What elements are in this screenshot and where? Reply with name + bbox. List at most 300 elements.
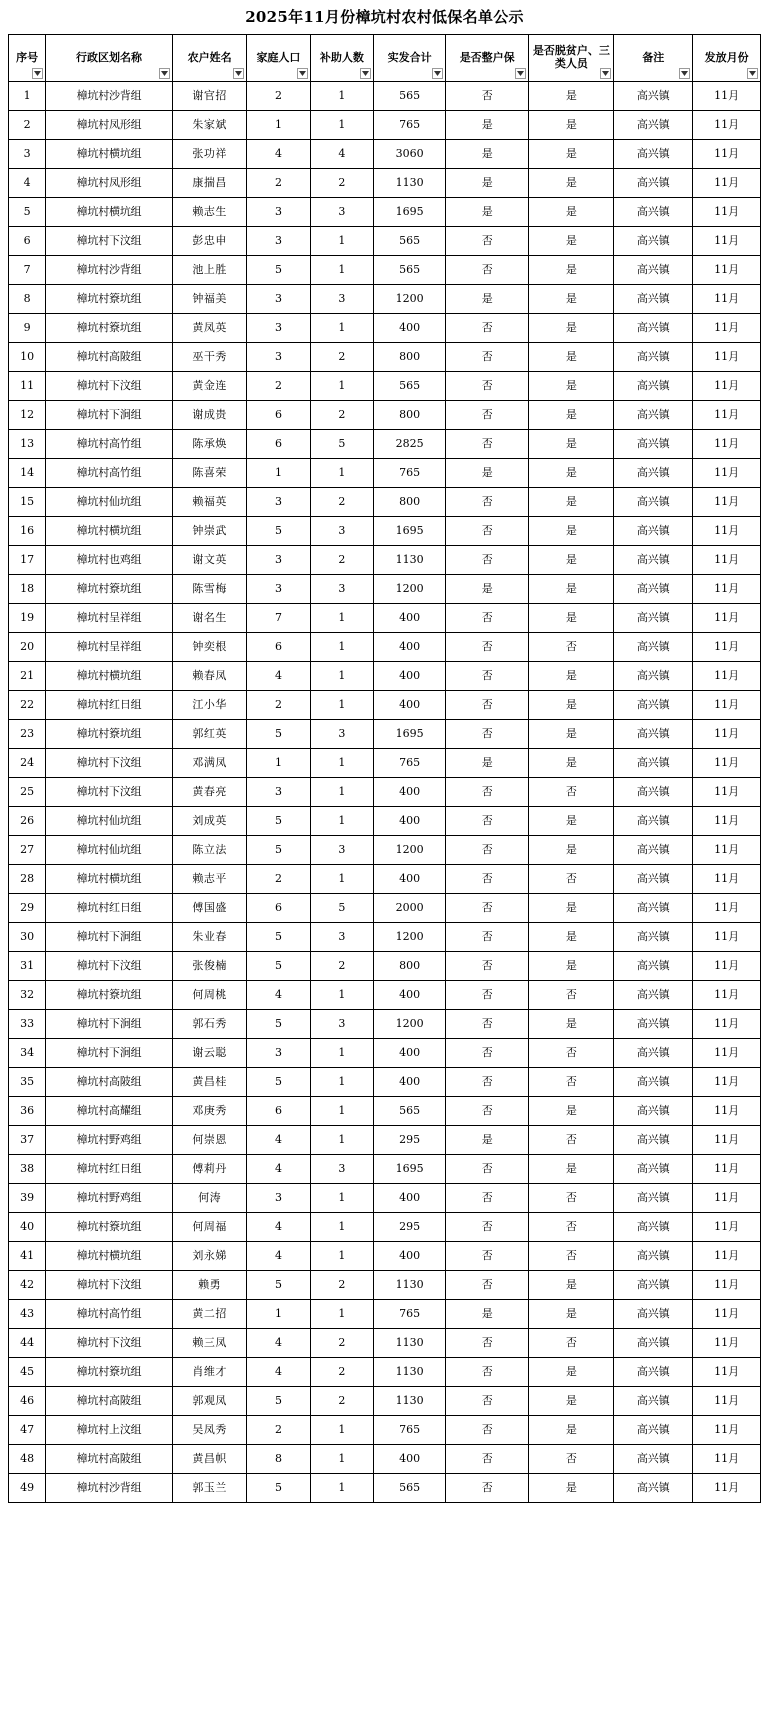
cell-issue-month: 11月 xyxy=(693,1271,761,1300)
cell-issue-month: 11月 xyxy=(693,952,761,981)
cell-remark: 高兴镇 xyxy=(614,1242,693,1271)
cell-poverty-status: 是 xyxy=(529,836,614,865)
cell-household-name: 郭玉兰 xyxy=(172,1474,246,1503)
cell-issue-month: 11月 xyxy=(693,111,761,140)
cell-family-population: 1 xyxy=(247,749,310,778)
cell-remark: 高兴镇 xyxy=(614,1416,693,1445)
cell-area: 樟坑村红日组 xyxy=(46,894,173,923)
cell-aid-count: 2 xyxy=(310,546,373,575)
cell-whole-household: 否 xyxy=(446,1474,529,1503)
cell-family-population: 3 xyxy=(247,1184,310,1213)
cell-poverty-status: 否 xyxy=(529,1184,614,1213)
cell-family-population: 5 xyxy=(247,836,310,865)
table-row xyxy=(9,720,761,749)
cell-area: 樟坑村横坑组 xyxy=(46,662,173,691)
cell-remark: 高兴镇 xyxy=(614,1445,693,1474)
cell-issue-month: 11月 xyxy=(693,720,761,749)
cell-poverty-status: 是 xyxy=(529,314,614,343)
cell-whole-household: 是 xyxy=(446,111,529,140)
cell-household-name: 刘永娣 xyxy=(172,1242,246,1271)
cell-area: 樟坑村下涧组 xyxy=(46,1039,173,1068)
table-row xyxy=(9,836,761,865)
table-row xyxy=(9,1126,761,1155)
cell-area: 樟坑村下汶组 xyxy=(46,1329,173,1358)
cell-area: 樟坑村高竹组 xyxy=(46,430,173,459)
cell-whole-household: 否 xyxy=(446,1445,529,1474)
table-row xyxy=(9,662,761,691)
cell-aid-count: 3 xyxy=(310,575,373,604)
cell-aid-count: 1 xyxy=(310,82,373,111)
cell-area: 樟坑村仙坑组 xyxy=(46,488,173,517)
table-row xyxy=(9,1068,761,1097)
cell-household-name: 傅国盛 xyxy=(172,894,246,923)
cell-family-population: 3 xyxy=(247,778,310,807)
cell-remark: 高兴镇 xyxy=(614,575,693,604)
cell-index: 43 xyxy=(9,1300,46,1329)
column-header-poverty-status-label: 是否脱贫户、三类人员 xyxy=(532,44,610,70)
table-row xyxy=(9,285,761,314)
cell-whole-household: 否 xyxy=(446,430,529,459)
cell-whole-household: 否 xyxy=(446,227,529,256)
cell-family-population: 5 xyxy=(247,1010,310,1039)
filter-dropdown-icon[interactable] xyxy=(515,68,526,79)
cell-aid-count: 1 xyxy=(310,691,373,720)
cell-poverty-status: 否 xyxy=(529,1242,614,1271)
cell-index: 2 xyxy=(9,111,46,140)
cell-issue-month: 11月 xyxy=(693,285,761,314)
cell-issue-month: 11月 xyxy=(693,1155,761,1184)
cell-poverty-status: 否 xyxy=(529,1329,614,1358)
cell-household-name: 谢名生 xyxy=(172,604,246,633)
cell-poverty-status: 否 xyxy=(529,633,614,662)
cell-index: 13 xyxy=(9,430,46,459)
cell-amount: 2825 xyxy=(374,430,446,459)
cell-poverty-status: 否 xyxy=(529,1126,614,1155)
cell-area: 樟坑村下涧组 xyxy=(46,1010,173,1039)
column-header-whole-household xyxy=(446,35,529,82)
cell-index: 32 xyxy=(9,981,46,1010)
cell-poverty-status: 是 xyxy=(529,1358,614,1387)
cell-poverty-status: 是 xyxy=(529,488,614,517)
cell-issue-month: 11月 xyxy=(693,1358,761,1387)
cell-amount: 1130 xyxy=(374,169,446,198)
cell-issue-month: 11月 xyxy=(693,1416,761,1445)
cell-household-name: 黄凤英 xyxy=(172,314,246,343)
cell-remark: 高兴镇 xyxy=(614,111,693,140)
cell-area: 樟坑村呈祥组 xyxy=(46,633,173,662)
table-row xyxy=(9,1358,761,1387)
cell-household-name: 谢成贵 xyxy=(172,401,246,430)
table-row xyxy=(9,1416,761,1445)
cell-poverty-status: 是 xyxy=(529,430,614,459)
cell-family-population: 8 xyxy=(247,1445,310,1474)
cell-household-name: 谢官招 xyxy=(172,82,246,111)
cell-whole-household: 否 xyxy=(446,517,529,546)
cell-index: 34 xyxy=(9,1039,46,1068)
cell-area: 樟坑村沙背组 xyxy=(46,256,173,285)
cell-remark: 高兴镇 xyxy=(614,1155,693,1184)
cell-household-name: 彭忠申 xyxy=(172,227,246,256)
cell-remark: 高兴镇 xyxy=(614,82,693,111)
cell-whole-household: 否 xyxy=(446,1068,529,1097)
cell-remark: 高兴镇 xyxy=(614,1329,693,1358)
cell-amount: 765 xyxy=(374,749,446,778)
cell-aid-count: 3 xyxy=(310,836,373,865)
cell-poverty-status: 是 xyxy=(529,140,614,169)
cell-amount: 565 xyxy=(374,372,446,401)
cell-remark: 高兴镇 xyxy=(614,1300,693,1329)
cell-family-population: 6 xyxy=(247,633,310,662)
cell-amount: 400 xyxy=(374,1068,446,1097)
cell-index: 36 xyxy=(9,1097,46,1126)
cell-household-name: 朱家斌 xyxy=(172,111,246,140)
table-row xyxy=(9,575,761,604)
column-header-remark xyxy=(614,35,693,82)
table-row xyxy=(9,546,761,575)
cell-remark: 高兴镇 xyxy=(614,488,693,517)
cell-amount: 765 xyxy=(374,459,446,488)
cell-amount: 400 xyxy=(374,1242,446,1271)
cell-poverty-status: 否 xyxy=(529,1068,614,1097)
cell-amount: 3060 xyxy=(374,140,446,169)
cell-amount: 800 xyxy=(374,952,446,981)
cell-remark: 高兴镇 xyxy=(614,1271,693,1300)
column-header-index xyxy=(9,35,46,82)
cell-household-name: 黄金连 xyxy=(172,372,246,401)
cell-family-population: 7 xyxy=(247,604,310,633)
cell-poverty-status: 否 xyxy=(529,1039,614,1068)
cell-amount: 400 xyxy=(374,691,446,720)
cell-poverty-status: 是 xyxy=(529,1474,614,1503)
column-header-aid-count xyxy=(310,35,373,82)
cell-index: 42 xyxy=(9,1271,46,1300)
cell-whole-household: 否 xyxy=(446,633,529,662)
cell-remark: 高兴镇 xyxy=(614,1126,693,1155)
cell-issue-month: 11月 xyxy=(693,169,761,198)
cell-household-name: 钟奕根 xyxy=(172,633,246,662)
cell-aid-count: 1 xyxy=(310,1126,373,1155)
cell-remark: 高兴镇 xyxy=(614,256,693,285)
cell-issue-month: 11月 xyxy=(693,256,761,285)
cell-whole-household: 否 xyxy=(446,981,529,1010)
cell-area: 樟坑村下汶组 xyxy=(46,227,173,256)
cell-index: 17 xyxy=(9,546,46,575)
cell-remark: 高兴镇 xyxy=(614,314,693,343)
cell-area: 樟坑村沙背组 xyxy=(46,1474,173,1503)
cell-issue-month: 11月 xyxy=(693,604,761,633)
cell-area: 樟坑村下汶组 xyxy=(46,952,173,981)
cell-amount: 400 xyxy=(374,1184,446,1213)
filter-dropdown-icon[interactable] xyxy=(432,68,443,79)
cell-household-name: 何涛 xyxy=(172,1184,246,1213)
cell-area: 樟坑村下涧组 xyxy=(46,401,173,430)
cell-aid-count: 1 xyxy=(310,1300,373,1329)
cell-index: 3 xyxy=(9,140,46,169)
cell-area: 樟坑村下汶组 xyxy=(46,372,173,401)
cell-area: 樟坑村也鸡组 xyxy=(46,546,173,575)
cell-area: 樟坑村凤形组 xyxy=(46,169,173,198)
cell-household-name: 赖勇 xyxy=(172,1271,246,1300)
table-row xyxy=(9,401,761,430)
cell-amount: 1695 xyxy=(374,198,446,227)
cell-household-name: 巫干秀 xyxy=(172,343,246,372)
cell-amount: 800 xyxy=(374,401,446,430)
cell-whole-household: 否 xyxy=(446,778,529,807)
cell-amount: 565 xyxy=(374,1474,446,1503)
cell-aid-count: 1 xyxy=(310,256,373,285)
cell-index: 14 xyxy=(9,459,46,488)
table-body xyxy=(9,82,761,1503)
table-row xyxy=(9,923,761,952)
cell-aid-count: 1 xyxy=(310,1474,373,1503)
table-row xyxy=(9,1213,761,1242)
cell-remark: 高兴镇 xyxy=(614,1184,693,1213)
cell-index: 4 xyxy=(9,169,46,198)
cell-issue-month: 11月 xyxy=(693,1300,761,1329)
column-header-amount xyxy=(374,35,446,82)
cell-whole-household: 否 xyxy=(446,952,529,981)
cell-amount: 400 xyxy=(374,662,446,691)
cell-aid-count: 2 xyxy=(310,1358,373,1387)
table-row xyxy=(9,314,761,343)
cell-whole-household: 是 xyxy=(446,169,529,198)
cell-index: 49 xyxy=(9,1474,46,1503)
cell-poverty-status: 否 xyxy=(529,981,614,1010)
cell-poverty-status: 是 xyxy=(529,604,614,633)
cell-whole-household: 是 xyxy=(446,575,529,604)
cell-index: 18 xyxy=(9,575,46,604)
cell-poverty-status: 是 xyxy=(529,720,614,749)
cell-whole-household: 否 xyxy=(446,1155,529,1184)
cell-area: 樟坑村下汶组 xyxy=(46,749,173,778)
cell-issue-month: 11月 xyxy=(693,1242,761,1271)
cell-index: 29 xyxy=(9,894,46,923)
cell-aid-count: 3 xyxy=(310,1155,373,1184)
cell-aid-count: 1 xyxy=(310,111,373,140)
cell-amount: 1200 xyxy=(374,575,446,604)
cell-area: 樟坑村高陂组 xyxy=(46,343,173,372)
cell-aid-count: 1 xyxy=(310,865,373,894)
cell-amount: 400 xyxy=(374,778,446,807)
filter-dropdown-icon[interactable] xyxy=(32,68,43,79)
cell-index: 40 xyxy=(9,1213,46,1242)
cell-whole-household: 否 xyxy=(446,923,529,952)
cell-poverty-status: 是 xyxy=(529,1416,614,1445)
cell-remark: 高兴镇 xyxy=(614,633,693,662)
cell-aid-count: 2 xyxy=(310,1271,373,1300)
table-row xyxy=(9,1445,761,1474)
cell-index: 28 xyxy=(9,865,46,894)
cell-amount: 400 xyxy=(374,1445,446,1474)
table-header xyxy=(9,35,761,82)
cell-family-population: 2 xyxy=(247,372,310,401)
column-header-amount-label: 实发合计 xyxy=(387,50,432,64)
cell-amount: 1695 xyxy=(374,1155,446,1184)
table-row xyxy=(9,894,761,923)
cell-household-name: 吴凤秀 xyxy=(172,1416,246,1445)
filter-dropdown-icon[interactable] xyxy=(747,68,758,79)
table-row xyxy=(9,169,761,198)
cell-poverty-status: 是 xyxy=(529,662,614,691)
cell-whole-household: 否 xyxy=(446,1010,529,1039)
cell-whole-household: 是 xyxy=(446,459,529,488)
column-header-family-population-label: 家庭人口 xyxy=(256,50,301,64)
cell-area: 樟坑村簝坑组 xyxy=(46,1213,173,1242)
cell-amount: 400 xyxy=(374,1039,446,1068)
cell-poverty-status: 否 xyxy=(529,865,614,894)
cell-amount: 400 xyxy=(374,604,446,633)
cell-remark: 高兴镇 xyxy=(614,198,693,227)
table-row xyxy=(9,633,761,662)
cell-index: 22 xyxy=(9,691,46,720)
cell-issue-month: 11月 xyxy=(693,1184,761,1213)
cell-remark: 高兴镇 xyxy=(614,285,693,314)
cell-remark: 高兴镇 xyxy=(614,720,693,749)
cell-family-population: 2 xyxy=(247,691,310,720)
cell-family-population: 5 xyxy=(247,720,310,749)
cell-poverty-status: 是 xyxy=(529,1300,614,1329)
cell-household-name: 黄昌桂 xyxy=(172,1068,246,1097)
cell-whole-household: 否 xyxy=(446,1097,529,1126)
cell-area: 樟坑村仙坑组 xyxy=(46,836,173,865)
cell-poverty-status: 是 xyxy=(529,169,614,198)
cell-remark: 高兴镇 xyxy=(614,865,693,894)
filter-dropdown-icon[interactable] xyxy=(360,68,371,79)
column-header-remark-label: 备注 xyxy=(642,50,665,64)
filter-dropdown-icon[interactable] xyxy=(159,68,170,79)
cell-amount: 565 xyxy=(374,227,446,256)
cell-poverty-status: 是 xyxy=(529,459,614,488)
table-row xyxy=(9,807,761,836)
cell-issue-month: 11月 xyxy=(693,662,761,691)
cell-area: 樟坑村野鸡组 xyxy=(46,1184,173,1213)
column-header-family-population xyxy=(247,35,310,82)
cell-index: 21 xyxy=(9,662,46,691)
cell-poverty-status: 是 xyxy=(529,198,614,227)
cell-area: 樟坑村簝坑组 xyxy=(46,575,173,604)
cell-household-name: 郭观凤 xyxy=(172,1387,246,1416)
cell-amount: 1130 xyxy=(374,1271,446,1300)
cell-family-population: 4 xyxy=(247,1213,310,1242)
cell-aid-count: 2 xyxy=(310,488,373,517)
cell-whole-household: 否 xyxy=(446,488,529,517)
column-header-issue-month-label: 发放月份 xyxy=(704,50,749,64)
cell-issue-month: 11月 xyxy=(693,488,761,517)
cell-amount: 765 xyxy=(374,1300,446,1329)
cell-index: 33 xyxy=(9,1010,46,1039)
cell-remark: 高兴镇 xyxy=(614,1010,693,1039)
column-header-household-name xyxy=(172,35,246,82)
cell-amount: 1130 xyxy=(374,546,446,575)
cell-household-name: 邓庚秀 xyxy=(172,1097,246,1126)
cell-household-name: 陈喜荣 xyxy=(172,459,246,488)
cell-amount: 565 xyxy=(374,82,446,111)
cell-aid-count: 3 xyxy=(310,720,373,749)
cell-issue-month: 11月 xyxy=(693,459,761,488)
cell-family-population: 3 xyxy=(247,343,310,372)
cell-household-name: 赖福英 xyxy=(172,488,246,517)
cell-family-population: 2 xyxy=(247,865,310,894)
table-row xyxy=(9,430,761,459)
cell-household-name: 张俊楠 xyxy=(172,952,246,981)
cell-index: 48 xyxy=(9,1445,46,1474)
cell-remark: 高兴镇 xyxy=(614,981,693,1010)
table-row xyxy=(9,865,761,894)
cell-amount: 565 xyxy=(374,256,446,285)
cell-remark: 高兴镇 xyxy=(614,372,693,401)
cell-whole-household: 是 xyxy=(446,1126,529,1155)
cell-issue-month: 11月 xyxy=(693,1039,761,1068)
cell-family-population: 5 xyxy=(247,517,310,546)
cell-remark: 高兴镇 xyxy=(614,1068,693,1097)
cell-index: 11 xyxy=(9,372,46,401)
column-header-area-label: 行政区划名称 xyxy=(76,50,143,64)
cell-poverty-status: 是 xyxy=(529,285,614,314)
cell-whole-household: 否 xyxy=(446,1416,529,1445)
cell-aid-count: 1 xyxy=(310,662,373,691)
column-header-poverty-status xyxy=(529,35,614,82)
cell-index: 35 xyxy=(9,1068,46,1097)
cell-index: 8 xyxy=(9,285,46,314)
cell-whole-household: 否 xyxy=(446,691,529,720)
cell-remark: 高兴镇 xyxy=(614,1097,693,1126)
cell-poverty-status: 是 xyxy=(529,401,614,430)
column-header-household-name-label: 农户姓名 xyxy=(187,50,232,64)
cell-whole-household: 是 xyxy=(446,1300,529,1329)
cell-family-population: 3 xyxy=(247,575,310,604)
cell-aid-count: 1 xyxy=(310,778,373,807)
cell-remark: 高兴镇 xyxy=(614,140,693,169)
cell-whole-household: 否 xyxy=(446,343,529,372)
table-row xyxy=(9,1387,761,1416)
cell-family-population: 3 xyxy=(247,314,310,343)
filter-dropdown-icon[interactable] xyxy=(679,68,690,79)
filter-dropdown-icon[interactable] xyxy=(600,68,611,79)
cell-area: 樟坑村横坑组 xyxy=(46,198,173,227)
filter-dropdown-icon[interactable] xyxy=(297,68,308,79)
cell-area: 樟坑村高耀组 xyxy=(46,1097,173,1126)
cell-index: 44 xyxy=(9,1329,46,1358)
cell-family-population: 2 xyxy=(247,169,310,198)
cell-family-population: 5 xyxy=(247,256,310,285)
filter-dropdown-icon[interactable] xyxy=(233,68,244,79)
cell-family-population: 1 xyxy=(247,111,310,140)
cell-whole-household: 是 xyxy=(446,198,529,227)
cell-family-population: 5 xyxy=(247,923,310,952)
cell-issue-month: 11月 xyxy=(693,372,761,401)
cell-aid-count: 5 xyxy=(310,430,373,459)
cell-whole-household: 否 xyxy=(446,894,529,923)
cell-household-name: 陈雪梅 xyxy=(172,575,246,604)
cell-issue-month: 11月 xyxy=(693,1474,761,1503)
cell-index: 47 xyxy=(9,1416,46,1445)
table-row xyxy=(9,111,761,140)
cell-remark: 高兴镇 xyxy=(614,1039,693,1068)
cell-remark: 高兴镇 xyxy=(614,749,693,778)
table-row xyxy=(9,981,761,1010)
cell-index: 31 xyxy=(9,952,46,981)
table-row xyxy=(9,749,761,778)
cell-index: 10 xyxy=(9,343,46,372)
cell-family-population: 5 xyxy=(247,807,310,836)
cell-remark: 高兴镇 xyxy=(614,894,693,923)
cell-poverty-status: 否 xyxy=(529,1445,614,1474)
cell-family-population: 3 xyxy=(247,285,310,314)
cell-family-population: 4 xyxy=(247,1155,310,1184)
table-row xyxy=(9,952,761,981)
cell-household-name: 何崇恩 xyxy=(172,1126,246,1155)
cell-aid-count: 1 xyxy=(310,1242,373,1271)
